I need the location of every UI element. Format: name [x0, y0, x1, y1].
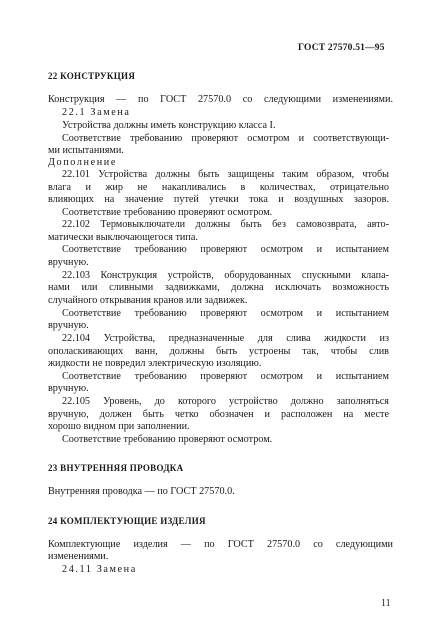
paragraph-line: Соответствие требованию проверяют осмотром.	[62, 434, 273, 445]
standard-header: ГОСТ 27570.51—95	[298, 43, 385, 53]
paragraph-line: вручную, должен быть четко обозначен и расположен на месте	[48, 409, 389, 420]
section-heading-24: 24 КОМПЛЕКТУЮЩИЕ ИЗДЕЛИЯ	[48, 516, 206, 526]
clause-label: Дополнение	[48, 157, 117, 168]
paragraph-line: Внутренняя проводка — по ГОСТ 27570.0.	[48, 486, 235, 497]
paragraph-line: 22.102 Термовыключатели должны быть без самовозврата, авто-	[62, 219, 389, 230]
paragraph-line: 22.103 Конструкция устройств, оборудованных спускными клапа-	[62, 270, 389, 281]
paragraph-line: влага и жир не накапливались в количествах, отрицательно	[48, 182, 389, 193]
paragraph-line: вручную.	[48, 257, 89, 268]
paragraph-line: ми испытаниями.	[48, 145, 124, 156]
section-heading-22: 22 КОНСТРУКЦИЯ	[48, 71, 136, 81]
paragraph-line: вручную.	[48, 383, 89, 394]
paragraph-line: 22.101 Устройства должны быть защищены таким образом, чтобы	[62, 169, 389, 180]
paragraph-line: ополаскивающих ванн, должны быть устроены так, чтобы слив	[48, 346, 389, 357]
page-number: 11	[381, 598, 391, 609]
paragraph-line: хорошо видном при заполнении.	[48, 421, 190, 432]
paragraph-line: нами или сливными задвижками, должна исключать возможность	[48, 282, 389, 293]
paragraph-line: матически выключающегося типа.	[48, 232, 198, 243]
paragraph-line: Конструкция — по ГОСТ 27570.0 со следующими изменениями.	[48, 94, 393, 105]
paragraph-line: изменениями.	[48, 551, 109, 562]
paragraph-line: Соответствие требованию проверяют осмотром и испытанием	[62, 308, 389, 319]
paragraph-line: Устройства должны иметь конструкцию класса I.	[62, 120, 276, 131]
paragraph-line: Соответствие требованию проверяют осмотром.	[62, 207, 273, 218]
paragraph-line: случайного открывания кранов или задвижек.	[48, 295, 248, 306]
section-heading-23: 23 ВНУТРЕННЯЯ ПРОВОДКА	[48, 463, 184, 473]
paragraph-line: Соответствие требованию проверяют осмотром и испытанием	[62, 371, 389, 382]
paragraph-line: вручную.	[48, 320, 89, 331]
paragraph-line: влияющих на значение путей утечки тока и воздушных зазоров.	[48, 194, 389, 205]
paragraph-line: 22.104 Устройства, предназначенные для слива жидкости из	[62, 333, 389, 344]
paragraph-line: 22.105 Уровень, до которого устройство должно заполняться	[62, 396, 389, 407]
paragraph-line: жидкости не повредил электрическую изоляцию.	[48, 358, 262, 369]
paragraph-line: Соответствие требованию проверяют осмотром и соответствующи-	[62, 133, 389, 144]
paragraph-line: Соответствие требованию проверяют осмотром и испытанием	[62, 244, 389, 255]
clause-label: 24.11 Замена	[62, 564, 137, 575]
clause-label: 22.1 Замена	[62, 107, 131, 118]
paragraph-line: Комплектующие изделия — по ГОСТ 27570.0 со следующими	[48, 539, 393, 550]
